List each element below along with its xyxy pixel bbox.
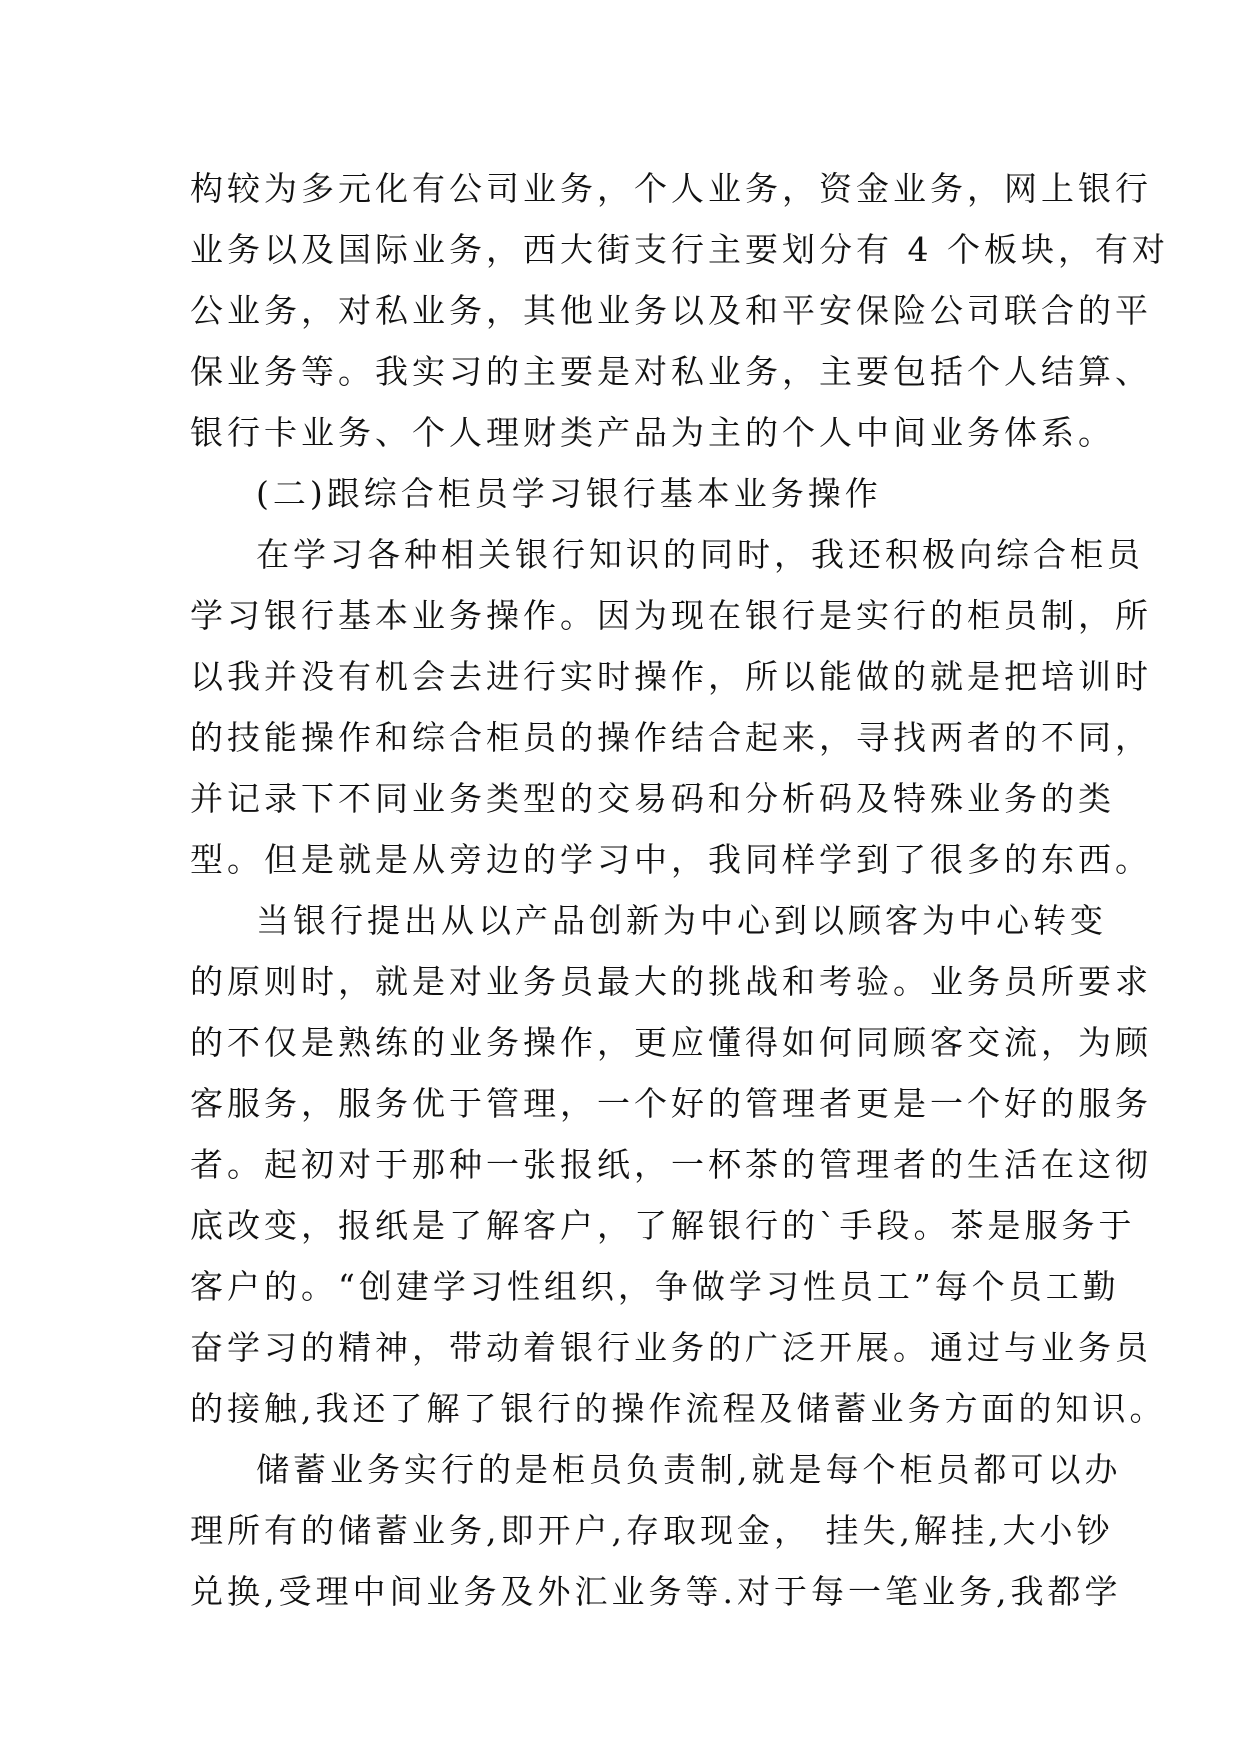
text-line: 奋学习的精神，带动着银行业务的广泛开展。通过与业务员 (190, 1328, 1152, 1367)
section-heading: (二)跟综合柜员学习银行基本业务操作 (256, 474, 882, 513)
text-line: 公业务，对私业务，其他业务以及和平安保险公司联合的平 (190, 291, 1152, 330)
text-line: 保业务等。我实习的主要是对私业务，主要包括个人结算、 (190, 352, 1152, 391)
paragraph-start-line: 储蓄业务实行的是柜员负责制,就是每个柜员都可以办 (256, 1450, 1122, 1489)
text-line: 学习银行基本业务操作。因为现在银行是实行的柜员制，所 (190, 596, 1152, 635)
text-line: 者。起初对于那种一张报纸，一杯茶的管理者的生活在这彻 (190, 1145, 1152, 1184)
text-line: 底改变，报纸是了解客户，了解银行的`手段。茶是服务于 (190, 1206, 1136, 1245)
text-line: 理所有的储蓄业务,即开户,存取现金， 挂失,解挂,大小钞 (190, 1511, 1114, 1550)
text-line: 的技能操作和综合柜员的操作结合起来，寻找两者的不同， (190, 718, 1152, 757)
text-line: 的接触,我还了解了银行的操作流程及储蓄业务方面的知识。 (190, 1389, 1167, 1428)
paragraph-start-line: 当银行提出从以产品创新为中心到以顾客为中心转变 (256, 901, 1107, 940)
text-line: 客服务，服务优于管理，一个好的管理者更是一个好的服务 (190, 1084, 1152, 1123)
paragraph-start-line: 在学习各种相关银行知识的同时，我还积极向综合柜员 (256, 535, 1144, 574)
text-line: 以我并没有机会去进行实时操作，所以能做的就是把培训时 (190, 657, 1152, 696)
text-line: 业务以及国际业务，西大街支行主要划分有 4 个板块，有对 (190, 230, 1169, 269)
text-line: 型。但是就是从旁边的学习中，我同样学到了很多的东西。 (190, 840, 1152, 879)
text-line: 客户的。“创建学习性组织，争做学习性员工”每个员工勤 (190, 1267, 1120, 1306)
text-line: 的原则时，就是对业务员最大的挑战和考验。业务员所要求 (190, 962, 1152, 1001)
text-line: 银行卡业务、个人理财类产品为主的个人中间业务体系。 (190, 413, 1115, 452)
text-line: 并记录下不同业务类型的交易码和分析码及特殊业务的类 (190, 779, 1115, 818)
text-line: 构较为多元化有公司业务，个人业务，资金业务，网上银行 (190, 169, 1152, 208)
text-line: 兑换,受理中间业务及外汇业务等.对于每一笔业务,我都学 (190, 1572, 1122, 1611)
document-body (190, 158, 1169, 1622)
text-line: 的不仅是熟练的业务操作，更应懂得如何同顾客交流，为顾 (190, 1023, 1152, 1062)
